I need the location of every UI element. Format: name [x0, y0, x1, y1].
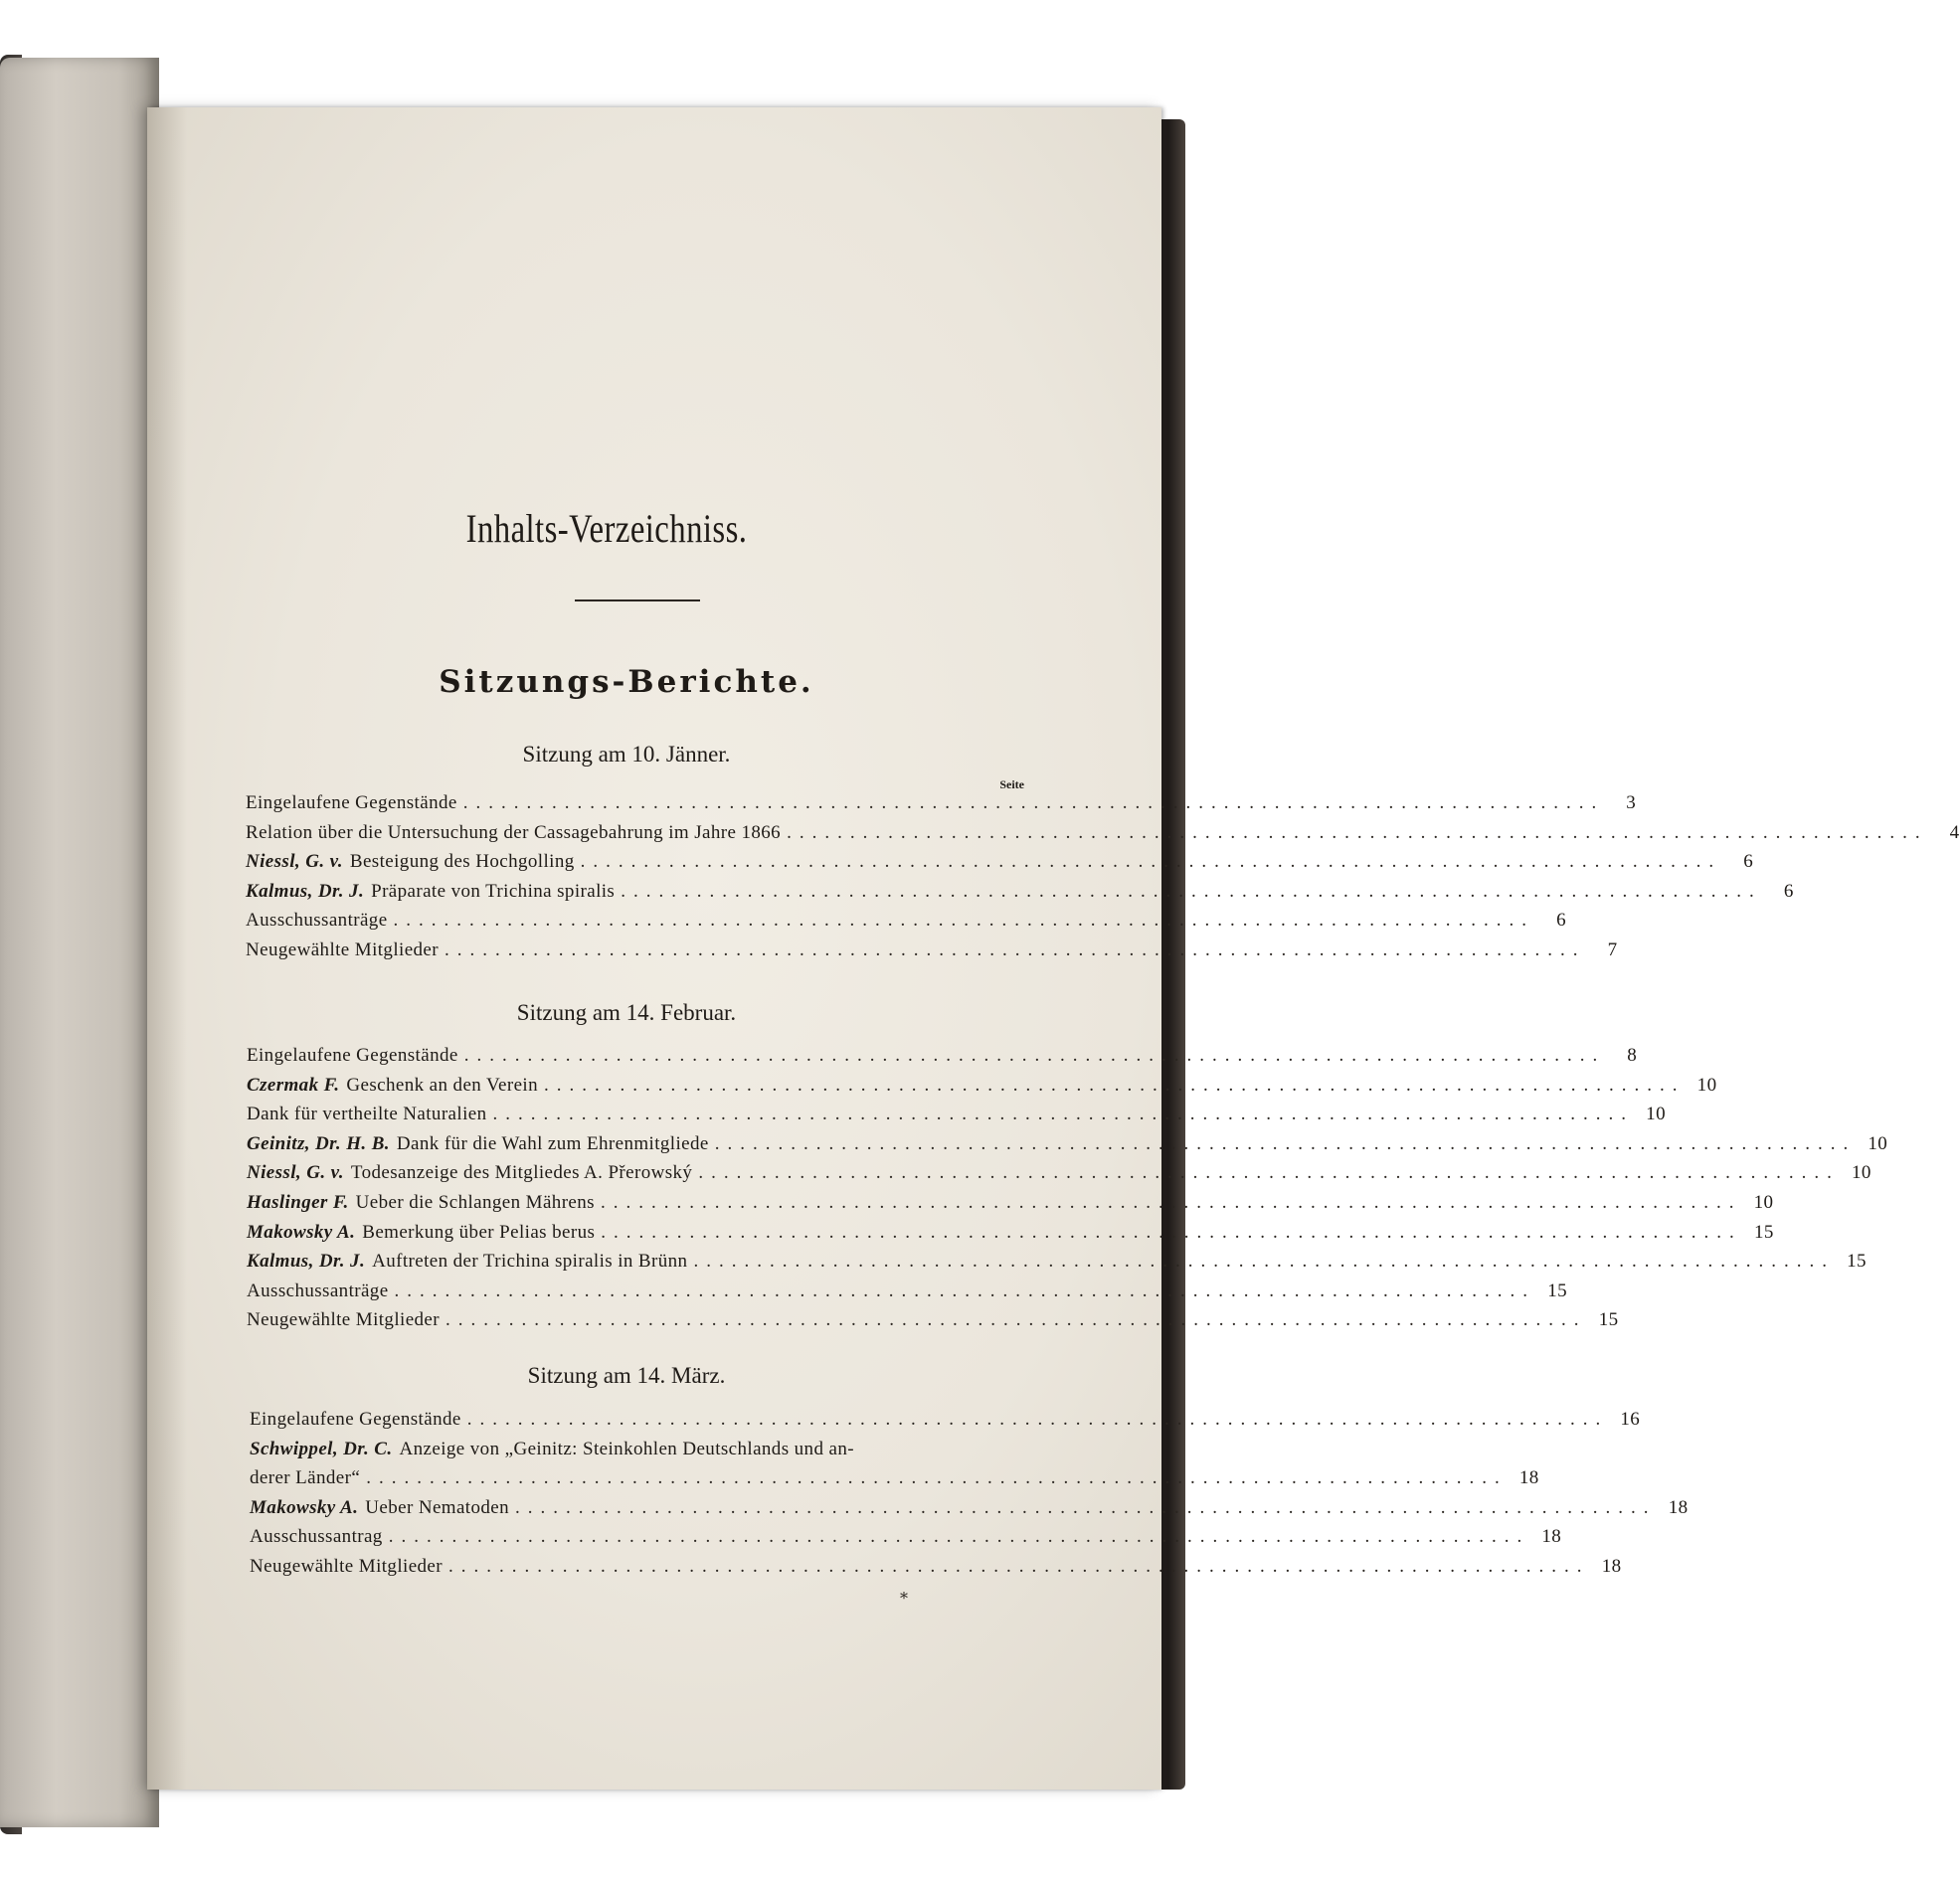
entry-title: Eingelaufene Gegenstände: [247, 1045, 458, 1066]
entry-page-number: 15: [1753, 1221, 1774, 1243]
entry-title: Dank für vertheilte Naturalien: [247, 1104, 487, 1125]
entry-page-number: 15: [1847, 1251, 1867, 1273]
leader-dots: ..........................................................................................: [462, 792, 1605, 813]
leader-dots: ..........................................................................................: [448, 1555, 1590, 1577]
leader-dots: ..........................................................................................: [515, 1496, 1657, 1518]
entry-title: Neugewählte Mitglieder: [247, 1309, 440, 1331]
leader-dots: ..........................................................................................: [580, 851, 1722, 872]
entry-page-number: 4: [1949, 821, 1960, 843]
toc-entry: [250, 1467, 1539, 1495]
toc-entry: [246, 910, 1567, 938]
leader-dots: ..........................................................................................: [714, 1132, 1857, 1154]
entry-title: Eingelaufene Gegenstände: [250, 1409, 461, 1430]
entry-title: Ausschussantrag: [250, 1526, 383, 1547]
toc-entry: [246, 851, 1754, 879]
toc-entry: [246, 939, 1618, 967]
entry-author: Czermak F.: [247, 1074, 340, 1096]
toc-entry: [247, 1309, 1619, 1337]
entry-page-number: 10: [1646, 1104, 1666, 1125]
leader-dots: ..........................................................................................: [366, 1467, 1508, 1488]
leader-dots: ..........................................................................................: [393, 910, 1535, 931]
toc-entry: [247, 1104, 1666, 1131]
entry-page-number: 6: [1556, 910, 1567, 931]
entry-title: Eingelaufene Gegenstände: [246, 792, 457, 813]
entry-author: Niessl, G. v.: [246, 851, 343, 872]
entry-page-number: 18: [1668, 1496, 1689, 1518]
entry-page-number: 18: [1518, 1467, 1539, 1488]
page-title: Inhalts-Verzeichniss.: [465, 506, 748, 551]
toc-entry: [247, 1045, 1638, 1073]
leader-dots: ..........................................................................................: [698, 1162, 1840, 1184]
entry-author: Kalmus, Dr. J.: [247, 1251, 366, 1273]
toc-entry: [250, 1555, 1622, 1584]
entry-page-number: 16: [1620, 1409, 1641, 1430]
leader-dots: ..........................................................................................: [543, 1074, 1686, 1096]
signature-mark: *: [900, 1589, 908, 1608]
toc-entry: [250, 1439, 1022, 1466]
entry-page-number: 6: [1743, 851, 1754, 872]
leader-dots: ..........................................................................................: [388, 1526, 1530, 1547]
toc-entry: [250, 1409, 1641, 1437]
toc-entry: [247, 1280, 1568, 1308]
entry-page-number: 10: [1696, 1074, 1717, 1096]
entry-title: Relation über die Untersuchung der Cassagebahrung im Jahre 1866: [246, 821, 782, 843]
entry-author: Kalmus, Dr. J.: [246, 880, 365, 902]
leader-dots: ..........................................................................................: [445, 939, 1586, 960]
entry-title: Besteigung des Hochgolling: [349, 851, 575, 872]
session-heading-1: Sitzung am 10. Jänner.: [522, 742, 731, 767]
title-rule: [575, 599, 700, 601]
toc-entry: [247, 1192, 1774, 1220]
leader-dots: ..........................................................................................: [466, 1409, 1609, 1430]
entry-page-number: 15: [1598, 1309, 1619, 1331]
entry-page-number: 10: [1753, 1192, 1774, 1213]
entry-title: Todesanzeige des Mitgliedes A. Přerowský: [350, 1162, 693, 1184]
entry-title: Dank für die Wahl zum Ehrenmitgliede: [396, 1132, 709, 1154]
entry-title: Bemerkung über Pelias berus: [362, 1221, 596, 1243]
leader-dots: ..........................................................................................: [787, 821, 1928, 843]
entry-title: Ueber die Schlangen Mährens: [355, 1192, 595, 1213]
toc-entry: [247, 1162, 1871, 1190]
entry-title: Auftreten der Trichina spiralis in Brünn: [372, 1251, 688, 1273]
entry-author: Makowsky A.: [250, 1496, 359, 1518]
leader-dots: ..........................................................................................: [621, 880, 1762, 902]
entry-page-number: 7: [1607, 939, 1618, 960]
entry-page-number: 18: [1601, 1555, 1622, 1577]
entry-author: Schwippel, Dr. C.: [250, 1438, 393, 1459]
leader-dots: ..........................................................................................: [693, 1251, 1835, 1273]
entry-title: Ueber Nematoden: [365, 1496, 510, 1518]
entry-title: Ausschussanträge: [246, 910, 388, 931]
leader-dots: ..........................................................................................: [394, 1280, 1536, 1301]
leader-dots: ..........................................................................................: [445, 1309, 1587, 1331]
entry-title: derer Länder“: [250, 1467, 361, 1488]
entry-title: Geschenk an den Verein: [346, 1074, 538, 1096]
toc-entry: [246, 792, 1637, 820]
session-heading-2: Sitzung am 14. Februar.: [516, 1000, 737, 1025]
toc-entry: [250, 1526, 1562, 1554]
entry-title: Präparate von Trichina spiralis: [371, 880, 616, 902]
entry-page-number: 10: [1868, 1132, 1888, 1154]
leader-dots: ..........................................................................................: [463, 1045, 1606, 1066]
toc-entry: [246, 821, 1960, 850]
session-heading-3: Sitzung am 14. März.: [527, 1363, 726, 1388]
entry-title: Anzeige von „Geinitz: Steinkohlen Deutschlands und an-: [399, 1438, 854, 1459]
toc-entry: [247, 1132, 1888, 1161]
toc-entry: [250, 1496, 1689, 1525]
entry-page-number: 18: [1541, 1526, 1562, 1547]
entry-title: Neugewählte Mitglieder: [250, 1555, 443, 1577]
entry-title: Neugewählte Mitglieder: [246, 939, 439, 960]
entry-page-number: 8: [1627, 1045, 1638, 1066]
page-column-label: Seite: [999, 777, 1024, 791]
entry-page-number: 3: [1626, 792, 1637, 813]
toc-entry: [247, 1221, 1774, 1250]
entry-page-number: 15: [1547, 1280, 1568, 1301]
entry-page-number: 6: [1783, 880, 1794, 902]
leader-dots: ..........................................................................................: [601, 1221, 1742, 1243]
entry-title: Ausschussanträge: [247, 1280, 389, 1301]
leader-dots: ..........................................................................................: [492, 1104, 1634, 1125]
section-heading: Sitzungs-Berichte.: [439, 664, 814, 700]
leader-dots: ..........................................................................................: [600, 1192, 1742, 1213]
entry-author: Haslinger F.: [247, 1192, 349, 1213]
entry-page-number: 10: [1852, 1162, 1871, 1184]
entry-author: Geinitz, Dr. H. B.: [247, 1132, 390, 1154]
entry-author: Niessl, G. v.: [247, 1162, 344, 1184]
toc-entry: [246, 880, 1794, 909]
toc-entry: [247, 1251, 1867, 1279]
entry-author: Makowsky A.: [247, 1221, 356, 1243]
toc-entry: [247, 1074, 1717, 1103]
